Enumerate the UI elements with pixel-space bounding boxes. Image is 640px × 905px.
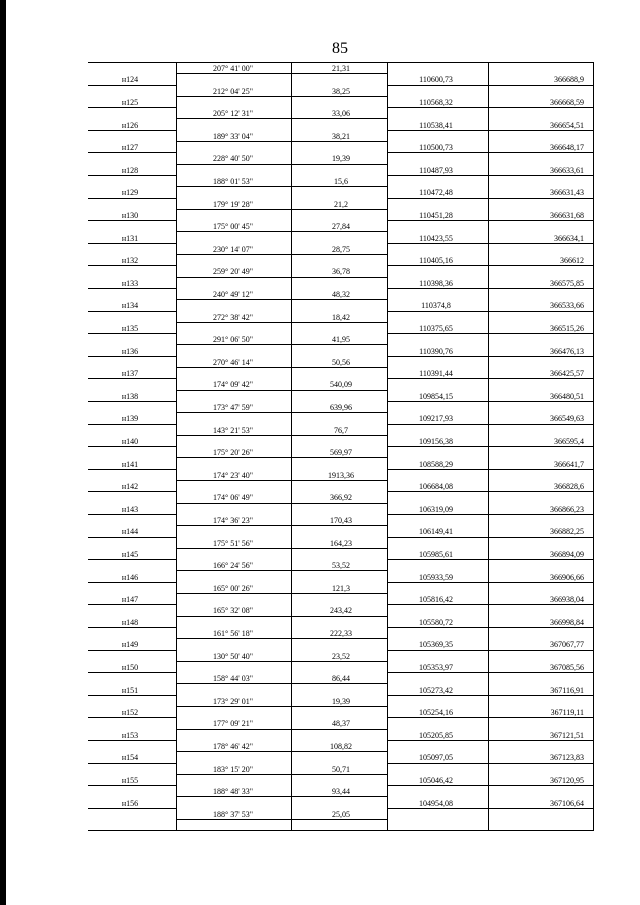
coordinate-x: 106149,41 (419, 527, 453, 537)
segment-row (88, 470, 594, 481)
coordinate-x: 110568,32 (419, 97, 453, 107)
coordinate-x: 109156,38 (419, 436, 453, 446)
segment-row (88, 696, 594, 707)
segment-length: 569,97 (330, 448, 352, 458)
coordinate-y: 366882,25 (550, 527, 584, 537)
coordinate-y: 366631,43 (550, 188, 584, 198)
segment-length: 540,09 (330, 380, 352, 390)
coordinate-x: 105353,97 (419, 662, 453, 672)
segment-length: 86,44 (332, 674, 350, 684)
point-id: н127 (121, 143, 139, 153)
point-row (88, 210, 594, 221)
point-row (88, 74, 594, 85)
point-row (88, 255, 594, 266)
segment-row (88, 86, 594, 97)
coordinate-y: 366906,66 (550, 572, 584, 582)
coordinate-y: 366894,09 (550, 549, 584, 559)
direction-angle: 240° 49' 12" (213, 290, 253, 299)
direction-angle: 207° 41' 00" (213, 64, 253, 73)
coordinate-x: 110472,48 (419, 188, 453, 198)
coordinate-y: 366828,6 (554, 482, 584, 492)
direction-angle: 188° 37' 53" (213, 809, 253, 819)
segment-row (88, 334, 594, 345)
point-id: н124 (121, 75, 139, 85)
segment-row (88, 605, 594, 616)
point-row (88, 346, 594, 357)
direction-angle: 270° 46' 14" (213, 357, 253, 367)
segment-length: 53,52 (332, 561, 350, 571)
segment-row (88, 809, 594, 820)
segment-row (88, 108, 594, 119)
point-row (88, 617, 594, 628)
point-id: н155 (121, 775, 139, 785)
direction-angle: 175° 20' 26" (213, 448, 253, 458)
segment-row (88, 718, 594, 729)
coordinate-y: 366476,13 (550, 346, 584, 356)
coordinate-x: 105273,42 (419, 685, 453, 695)
segment-length: 243,42 (330, 606, 352, 616)
coordinate-x: 110398,36 (419, 278, 453, 288)
point-id: н134 (121, 301, 139, 311)
coordinate-y: 366575,85 (550, 278, 584, 288)
point-id: н129 (121, 188, 139, 198)
coordinate-y: 366866,23 (550, 504, 584, 514)
segment-row (88, 583, 594, 594)
point-row (88, 436, 594, 447)
coordinate-x: 110375,65 (419, 323, 453, 333)
coordinate-y: 367121,51 (550, 730, 584, 740)
coordinate-y: 366634,1 (554, 233, 584, 243)
coordinate-y: 366633,61 (550, 165, 584, 175)
direction-angle: 130° 50' 40" (213, 651, 253, 661)
point-row (88, 142, 594, 153)
coordinate-y: 366533,66 (550, 301, 584, 311)
segment-row (88, 312, 594, 323)
coordinate-x: 105046,42 (419, 775, 453, 785)
point-row (88, 730, 594, 741)
coordinate-x: 109854,15 (419, 391, 453, 401)
segment-row (88, 244, 594, 255)
direction-angle: 183° 15' 20" (213, 764, 253, 774)
direction-angle: 272° 38' 42" (213, 312, 253, 322)
segment-row (88, 741, 594, 752)
point-row (88, 662, 594, 673)
point-row (88, 752, 594, 763)
coordinate-x: 108588,29 (419, 459, 453, 469)
direction-angle: 178° 46' 42" (213, 742, 253, 751)
direction-angle: 175° 00' 45" (213, 222, 253, 232)
point-id: н150 (121, 662, 139, 672)
coordinate-y: 367085,56 (550, 662, 584, 672)
segment-row (88, 176, 594, 187)
segment-row (88, 764, 594, 775)
coordinate-x: 110374,8 (421, 301, 451, 311)
point-row (88, 187, 594, 198)
point-id: н132 (121, 256, 139, 266)
coordinate-y: 366612 (560, 256, 584, 266)
direction-angle: 165° 32' 08" (213, 606, 253, 616)
segment-length: 27,84 (332, 222, 350, 232)
segment-row (88, 651, 594, 662)
coordinate-x: 110390,76 (419, 346, 453, 356)
segment-length: 41,95 (332, 335, 350, 345)
point-id: н148 (121, 617, 139, 627)
point-id: н151 (121, 685, 139, 695)
point-id: н130 (121, 210, 139, 220)
point-id: н149 (121, 640, 139, 650)
segment-length: 33,06 (332, 109, 350, 119)
coordinate-x: 110538,41 (419, 120, 453, 130)
coordinate-x: 105985,61 (419, 549, 453, 559)
point-id: н128 (121, 165, 139, 175)
coordinate-x: 110600,73 (419, 75, 453, 85)
segment-length: 21,2 (334, 199, 348, 209)
segment-length: 108,82 (330, 742, 352, 751)
segment-length: 15,6 (334, 177, 348, 186)
point-row (88, 707, 594, 718)
segment-row (88, 379, 594, 390)
point-id: н136 (121, 346, 139, 356)
segment-row (88, 515, 594, 526)
direction-angle: 291° 06' 50" (213, 335, 253, 345)
point-id: н139 (121, 414, 139, 424)
coordinate-y: 367116,91 (550, 685, 584, 695)
segment-row (88, 402, 594, 413)
coordinate-y: 367067,77 (550, 640, 584, 650)
point-row (88, 459, 594, 470)
coordinate-x: 110487,93 (419, 165, 453, 175)
direction-angle: 230° 14' 07" (213, 244, 253, 254)
coordinate-x: 106319,09 (419, 504, 453, 514)
coordinate-x: 106684,08 (419, 482, 453, 492)
point-id: н131 (121, 233, 139, 243)
coordinates-table (88, 62, 594, 831)
direction-angle: 175° 51' 56" (213, 538, 253, 548)
coordinate-y: 366998,84 (550, 617, 584, 627)
point-id: н145 (121, 549, 139, 559)
point-id: н135 (121, 323, 139, 333)
segment-row (88, 538, 594, 549)
point-id: н152 (121, 708, 139, 718)
segment-length: 38,25 (332, 86, 350, 96)
point-row (88, 278, 594, 289)
segment-length: 164,23 (330, 538, 352, 548)
segment-length: 366,92 (330, 493, 352, 503)
point-id: н146 (121, 572, 139, 582)
direction-angle: 188° 48' 33" (213, 787, 253, 797)
segment-length: 170,43 (330, 516, 352, 525)
direction-angle: 212° 04' 25" (213, 86, 253, 96)
point-row (88, 97, 594, 108)
segment-length: 93,44 (332, 787, 350, 797)
segment-row (88, 153, 594, 164)
segment-row (88, 492, 594, 503)
direction-angle: 179° 19' 28" (213, 199, 253, 209)
direction-angle: 177° 09' 21" (213, 719, 253, 729)
point-row (88, 549, 594, 560)
coordinate-x: 105933,59 (419, 572, 453, 582)
direction-angle: 166° 24' 56" (213, 561, 253, 571)
coordinate-x: 105580,72 (419, 617, 453, 627)
direction-angle: 228° 40' 50" (213, 154, 253, 164)
point-row (88, 120, 594, 131)
coordinate-y: 366938,04 (550, 595, 584, 605)
segment-row (88, 289, 594, 300)
direction-angle: 174° 23' 40" (213, 470, 253, 480)
point-id: н125 (121, 97, 139, 107)
point-id: н138 (121, 391, 139, 401)
coordinate-x: 105205,85 (419, 730, 453, 740)
coordinate-y: 366595,4 (554, 436, 584, 446)
segment-row (88, 221, 594, 232)
segment-row (88, 63, 594, 74)
point-row (88, 481, 594, 492)
coordinate-y: 366631,68 (550, 210, 584, 220)
direction-angle: 205° 12' 31" (213, 109, 253, 119)
segment-length: 1913,36 (328, 470, 354, 480)
point-id: н147 (121, 595, 139, 605)
segment-row (88, 357, 594, 368)
point-id: н154 (121, 753, 139, 763)
direction-angle: 174° 09' 42" (213, 380, 253, 390)
point-row (88, 391, 594, 402)
coordinate-y: 366688,9 (554, 75, 584, 85)
coordinate-y: 366480,51 (550, 391, 584, 401)
coordinate-x: 109217,93 (419, 414, 453, 424)
point-row (88, 594, 594, 605)
coordinate-y: 367119,11 (550, 708, 584, 718)
point-id: н133 (121, 278, 139, 288)
segment-row (88, 131, 594, 142)
coordinate-y: 366668,59 (550, 97, 584, 107)
segment-row (88, 425, 594, 436)
direction-angle: 165° 00' 26" (213, 583, 253, 593)
point-row (88, 685, 594, 696)
coordinate-x: 105816,42 (419, 595, 453, 605)
point-row (88, 798, 594, 809)
point-id: н143 (121, 504, 139, 514)
point-id: н141 (121, 459, 139, 469)
coordinate-x: 105369,35 (419, 640, 453, 650)
coordinate-y: 366515,26 (550, 323, 584, 333)
point-row (88, 300, 594, 311)
segment-length: 121,3 (332, 583, 350, 593)
segment-row (88, 628, 594, 639)
coordinate-x: 110405,16 (419, 256, 453, 266)
direction-angle: 174° 06' 49" (213, 493, 253, 503)
direction-angle: 173° 47' 59" (213, 403, 253, 412)
point-row (88, 413, 594, 424)
point-row (88, 233, 594, 244)
segment-length: 36,78 (332, 267, 350, 277)
direction-angle: 189° 33' 04" (213, 131, 253, 141)
direction-angle: 161° 56' 18" (213, 629, 253, 638)
segment-length: 25,05 (332, 809, 350, 819)
coordinate-x: 110500,73 (419, 143, 453, 153)
page-edge-bar (0, 0, 6, 905)
segment-length: 50,71 (332, 764, 350, 774)
direction-angle: 173° 29' 01" (213, 696, 253, 706)
segment-row (88, 199, 594, 210)
direction-angle: 158° 44' 03" (213, 674, 253, 684)
direction-angle: 143° 21' 53" (213, 425, 253, 435)
segment-length: 222,33 (330, 629, 352, 638)
coordinate-x: 105097,05 (419, 753, 453, 763)
point-id: н144 (121, 527, 139, 537)
direction-angle: 188° 01' 53" (213, 177, 253, 186)
point-row (88, 504, 594, 515)
point-row (88, 639, 594, 650)
segment-row (88, 266, 594, 277)
coordinate-y: 367123,83 (550, 753, 584, 763)
segment-length: 23,52 (332, 651, 350, 661)
page-number: 85 (332, 40, 348, 57)
coordinate-y: 366425,57 (550, 369, 584, 379)
coordinate-y: 366654,51 (550, 120, 584, 130)
point-id: н142 (121, 482, 139, 492)
point-row (88, 323, 594, 334)
coordinate-y: 366549,63 (550, 414, 584, 424)
point-id: н153 (121, 730, 139, 740)
segment-length: 38,21 (332, 131, 350, 141)
point-row (88, 165, 594, 176)
segment-length: 19,39 (332, 696, 350, 706)
direction-angle: 174° 36' 23" (213, 516, 253, 525)
point-row (88, 572, 594, 583)
segment-length: 28,75 (332, 244, 350, 254)
direction-angle: 259° 20' 49" (213, 267, 253, 277)
segment-length: 76,7 (334, 425, 348, 435)
segment-length: 19,39 (332, 154, 350, 164)
segment-length: 48,37 (332, 719, 350, 729)
point-row (88, 526, 594, 537)
coordinate-x: 104954,08 (419, 798, 453, 808)
point-row (88, 775, 594, 786)
segment-length: 50,56 (332, 357, 350, 367)
coordinate-x: 110451,28 (419, 210, 453, 220)
point-id: н156 (121, 798, 139, 808)
coordinate-y: 366648,17 (550, 143, 584, 153)
segment-length: 21,31 (332, 64, 350, 73)
coordinate-y: 367120,95 (550, 775, 584, 785)
point-id: н140 (121, 436, 139, 446)
coordinate-y: 366641,7 (554, 459, 584, 469)
segment-row (88, 560, 594, 571)
coordinate-x: 105254,16 (419, 708, 453, 718)
coordinate-x: 110391,44 (419, 369, 453, 379)
coordinate-x: 110423,55 (419, 233, 453, 243)
point-id: н137 (121, 369, 139, 379)
segment-length: 639,96 (330, 403, 352, 412)
segment-length: 18,42 (332, 312, 350, 322)
segment-length: 48,32 (332, 290, 350, 299)
segment-row (88, 447, 594, 458)
segment-row (88, 673, 594, 684)
coordinate-y: 367106,64 (550, 798, 584, 808)
point-id: н126 (121, 120, 139, 130)
point-row (88, 368, 594, 379)
segment-row (88, 786, 594, 797)
